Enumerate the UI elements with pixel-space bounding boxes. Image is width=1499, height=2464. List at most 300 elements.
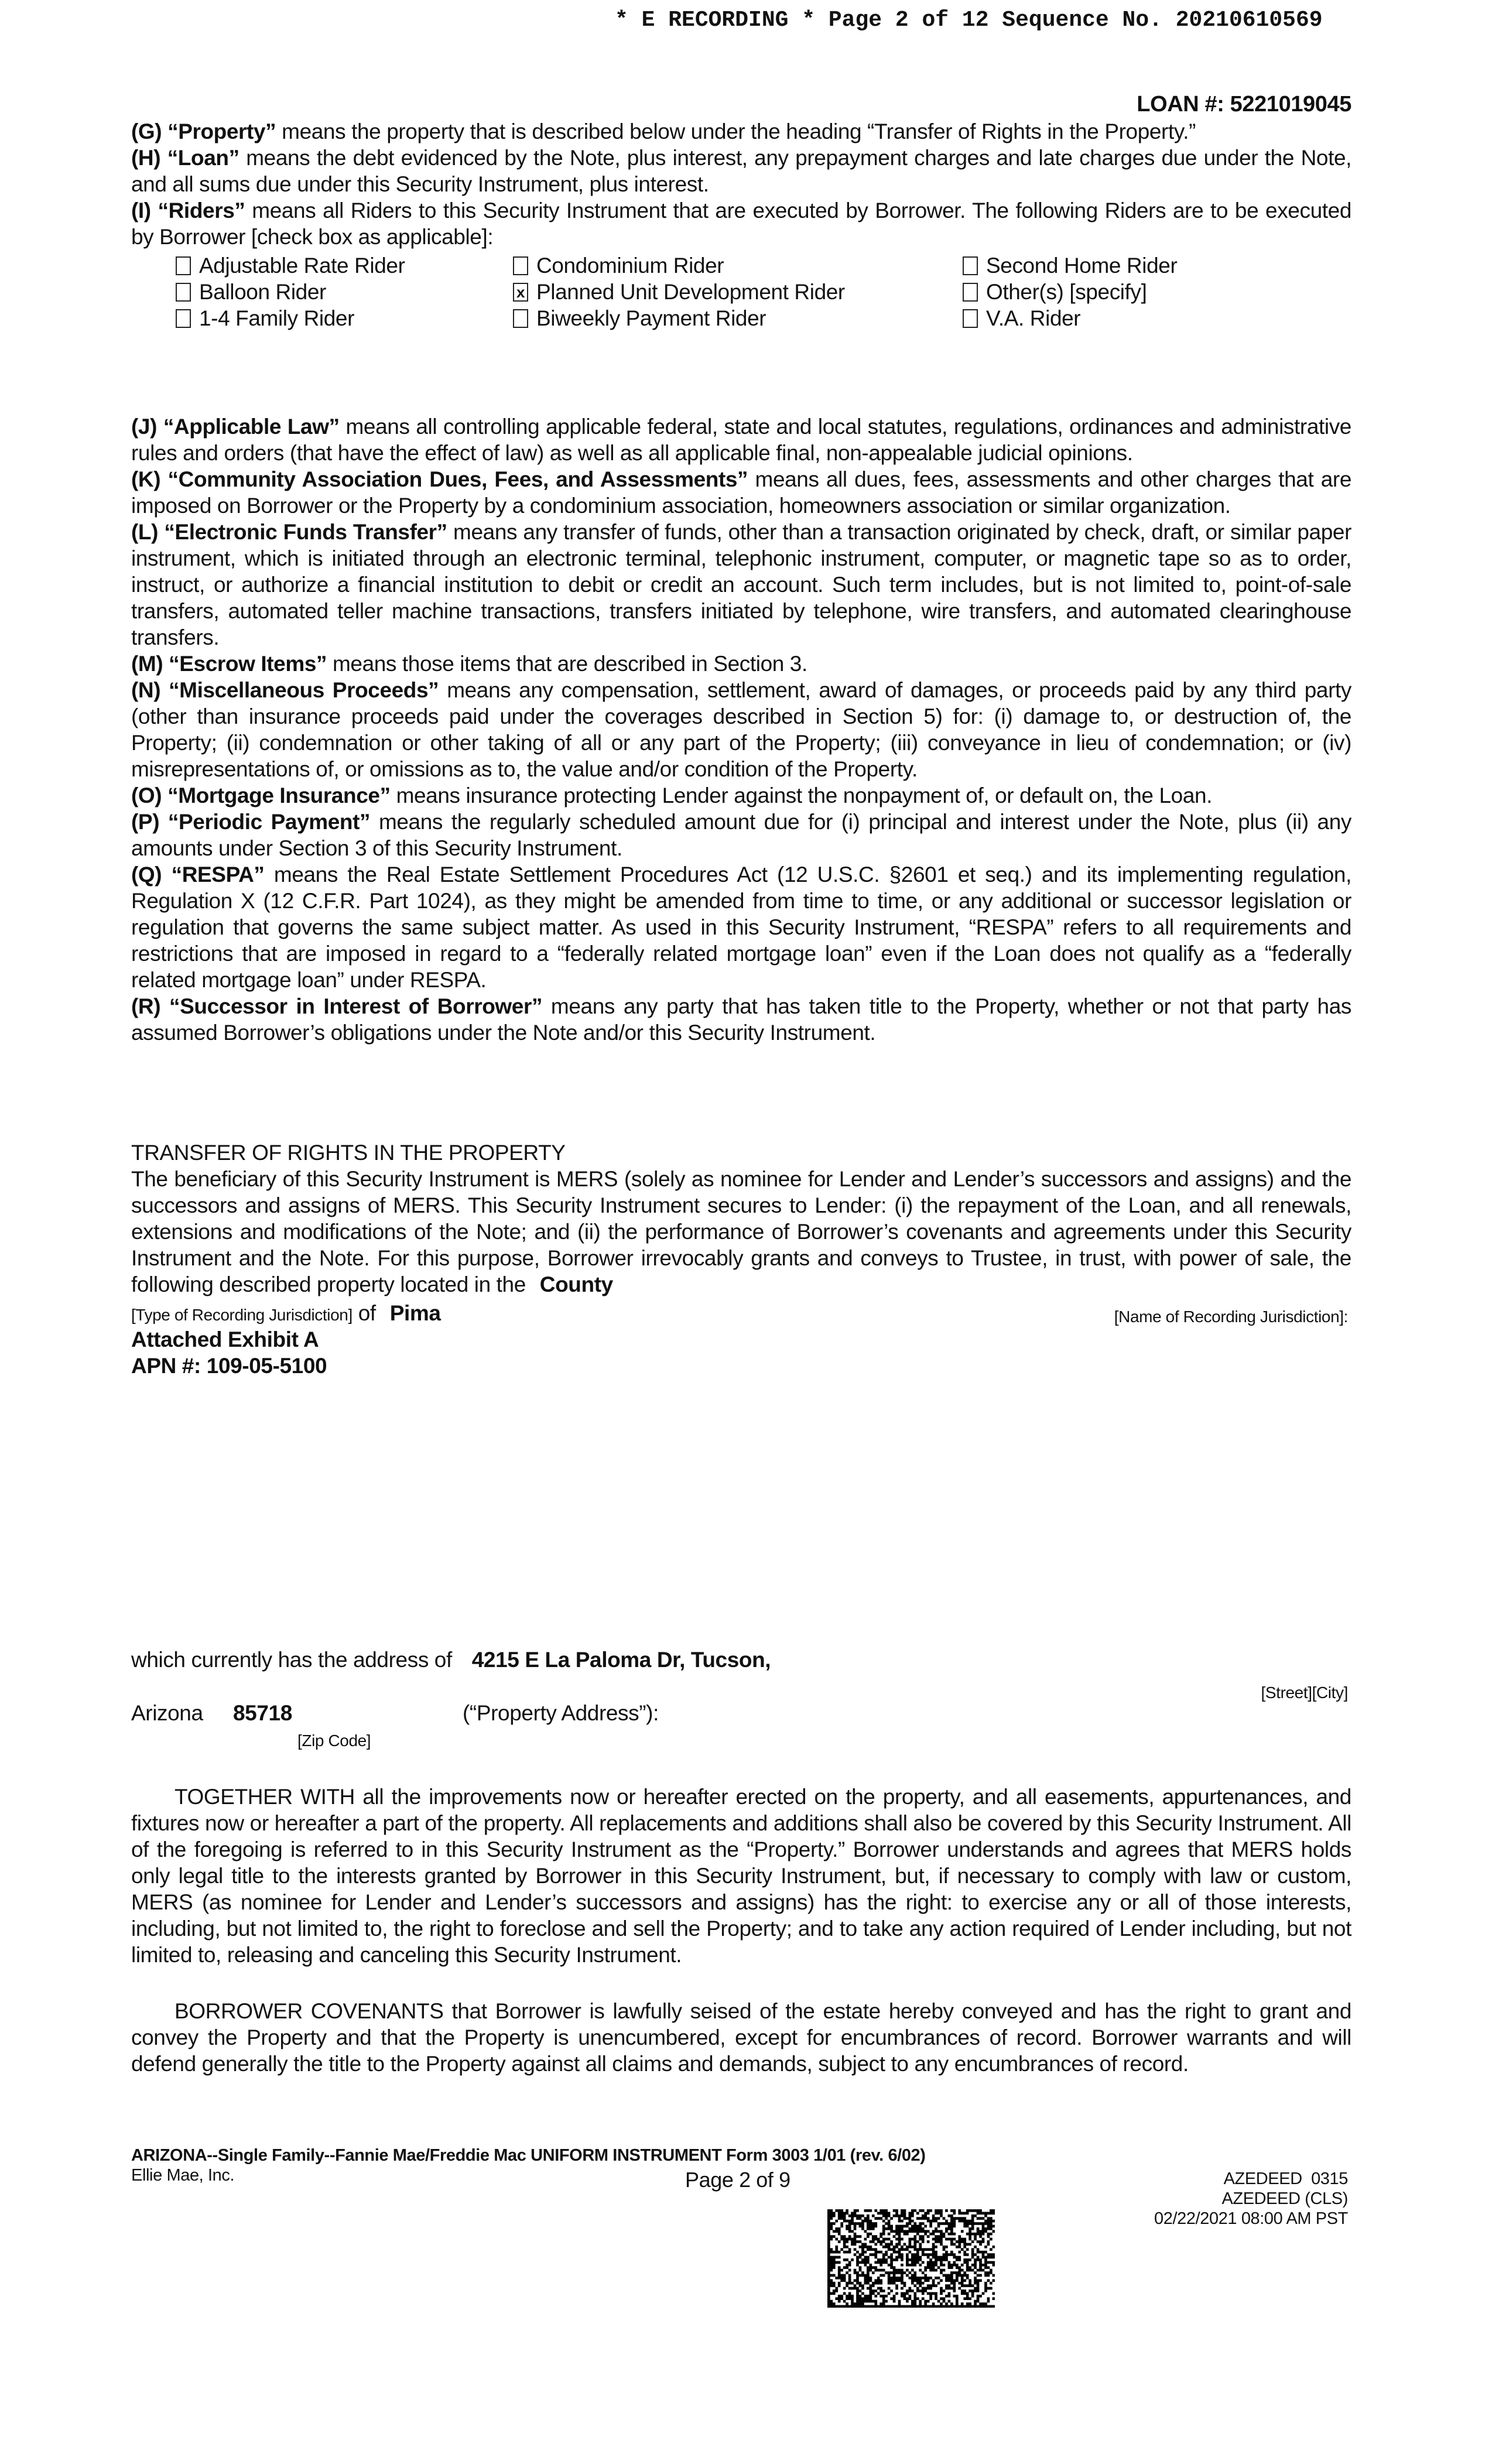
barcode-module — [927, 2220, 930, 2223]
barcode-module — [898, 2248, 901, 2251]
barcode-module — [911, 2290, 914, 2292]
barcode-module — [833, 2290, 836, 2292]
together-paragraph: TOGETHER WITH all the improvements now or hereafter erected on the property, and all easements, appurtenances, and fixtures now or hereafter a part of the property. All replacements and additions shall also be covered by this Security Instrument. All of the foregoing is referred to in this Security Instrument as the “Property.” Borrower understands and agrees that MERS holds only legal title to the interests granted by Borrower in this Security Instrument, but, if necessary to comply with law or custom, MERS (as nominee for Lender and Lender’s successors and assigns) has the right: to exercise any or all of those interests, including, but not limited to, the right to foreclose and sell the Property; and to take any action required of Lender including, but not limited to, releasing and canceling this Security Instrument. — [131, 1785, 1351, 1967]
barcode-module — [993, 2209, 995, 2212]
checkbox[interactable] — [963, 256, 978, 275]
barcode-module — [846, 2246, 848, 2249]
barcode-module — [935, 2277, 937, 2280]
barcode-module — [833, 2212, 836, 2215]
barcode-module — [848, 2297, 851, 2300]
barcode-module — [966, 2261, 969, 2264]
barcode-module — [961, 2238, 964, 2241]
barcode-module — [882, 2302, 885, 2305]
barcode-module — [993, 2274, 995, 2277]
barcode-module — [932, 2248, 935, 2251]
barcode-module — [848, 2295, 851, 2298]
barcode-module — [888, 2222, 891, 2225]
barcode-module — [888, 2292, 891, 2295]
barcode-module — [935, 2235, 937, 2238]
barcode-module — [979, 2295, 982, 2298]
barcode-module — [877, 2277, 880, 2280]
barcode-module — [958, 2266, 961, 2269]
barcode-module — [913, 2295, 916, 2298]
barcode-module — [919, 2290, 922, 2292]
barcode-module — [843, 2235, 846, 2238]
barcode-module — [840, 2217, 843, 2220]
barcode-module — [838, 2271, 841, 2274]
barcode-module — [971, 2248, 974, 2251]
barcode-module — [890, 2282, 893, 2285]
barcode-module — [966, 2253, 969, 2256]
barcode-module — [879, 2212, 882, 2215]
barcode-module — [870, 2269, 872, 2272]
barcode-module — [932, 2279, 935, 2282]
barcode-module — [943, 2222, 946, 2225]
barcode-module — [982, 2264, 985, 2267]
barcode-module — [911, 2279, 914, 2282]
barcode-module — [956, 2295, 959, 2298]
barcode-module — [870, 2305, 872, 2308]
barcode-module — [906, 2233, 909, 2236]
barcode-module — [827, 2277, 830, 2280]
barcode-module — [911, 2264, 914, 2267]
barcode-module — [948, 2261, 951, 2264]
rider-option[interactable] — [513, 252, 724, 279]
barcode-module — [932, 2282, 935, 2285]
barcode-module — [948, 2238, 951, 2241]
barcode-module — [848, 2274, 851, 2277]
barcode-module — [888, 2215, 891, 2217]
barcode-module — [874, 2290, 877, 2292]
rider-option[interactable] — [963, 305, 1080, 331]
barcode-module — [919, 2225, 922, 2228]
barcode-module — [979, 2222, 982, 2225]
definition-text: means insurance protecting Lender against the nonpayment of, or default on, the Loan. — [390, 783, 1213, 807]
barcode-module — [922, 2277, 925, 2280]
barcode-module — [977, 2279, 980, 2282]
barcode-module — [977, 2212, 980, 2215]
barcode-module — [838, 2212, 841, 2215]
barcode-module — [833, 2284, 836, 2287]
barcode-module — [987, 2297, 990, 2300]
barcode-module — [916, 2212, 919, 2215]
barcode-module — [903, 2215, 906, 2217]
barcode-module — [843, 2266, 846, 2269]
barcode-module — [879, 2233, 882, 2236]
barcode-module — [993, 2305, 995, 2308]
barcode-module — [929, 2233, 932, 2236]
covenants-paragraph: BORROWER COVENANTS that Borrower is lawfully seised of the estate hereby conveyed and has the right to grant and convey the Property and that the Property is unencumbered, except for encumbrances of record. Borrower warrants and will defend generally the title to the Property against all claims and demands, subject to any encumbrances of record. — [131, 1999, 1351, 2076]
barcode-module — [843, 2277, 846, 2280]
rider-option[interactable] — [963, 252, 1177, 279]
barcode-module — [909, 2290, 912, 2292]
barcode-module — [979, 2279, 982, 2282]
barcode-module — [879, 2269, 882, 2272]
barcode-module — [911, 2212, 914, 2215]
barcode-module — [864, 2251, 867, 2254]
barcode-module — [961, 2269, 964, 2272]
barcode-module — [943, 2269, 946, 2272]
definition-label: (I) “Riders” — [131, 199, 245, 223]
barcode-module — [984, 2261, 987, 2264]
barcode-module — [943, 2290, 946, 2292]
barcode-module — [919, 2248, 922, 2251]
barcode-module — [924, 2248, 927, 2251]
barcode-module — [924, 2225, 927, 2228]
barcode-module — [993, 2297, 995, 2300]
barcode-module — [950, 2222, 953, 2225]
rider-option[interactable] — [513, 305, 766, 331]
barcode-module — [906, 2253, 909, 2256]
barcode-module — [948, 2277, 951, 2280]
barcode-module — [906, 2300, 909, 2303]
barcode-module — [882, 2290, 885, 2292]
barcode-module — [937, 2222, 940, 2225]
barcode-module — [953, 2212, 956, 2215]
barcode-module — [888, 2243, 891, 2246]
barcode-module — [864, 2261, 867, 2264]
definition — [131, 861, 1351, 993]
barcode-module — [927, 2240, 930, 2243]
barcode-module — [982, 2225, 985, 2228]
barcode-module — [993, 2253, 995, 2256]
barcode-module — [927, 2277, 930, 2280]
barcode-module — [827, 2240, 830, 2243]
definition-label: (N) “Miscellaneous Proceeds” — [131, 678, 439, 702]
barcode-module — [966, 2258, 969, 2261]
barcode-module — [898, 2238, 901, 2241]
definition — [131, 519, 1351, 651]
barcode-module — [984, 2282, 987, 2285]
barcode-module — [877, 2279, 880, 2282]
definition — [131, 809, 1351, 861]
barcode-module — [966, 2305, 969, 2308]
barcode-module — [950, 2209, 953, 2212]
barcode-module — [987, 2240, 990, 2243]
barcode-module — [935, 2305, 937, 2308]
barcode-module — [867, 2227, 870, 2230]
barcode-module — [987, 2217, 990, 2220]
barcode-module — [963, 2246, 966, 2249]
barcode-module — [935, 2261, 937, 2264]
barcode-module — [840, 2215, 843, 2217]
barcode-module — [937, 2217, 940, 2220]
barcode-module — [935, 2217, 937, 2220]
barcode-module — [948, 2227, 951, 2230]
barcode-module — [827, 2287, 830, 2290]
barcode-module — [830, 2251, 833, 2254]
barcode-module — [895, 2284, 898, 2287]
barcode-module — [977, 2295, 980, 2298]
barcode-module — [854, 2269, 857, 2272]
barcode-module — [846, 2212, 848, 2215]
barcode-module — [919, 2302, 922, 2305]
barcode-module — [827, 2227, 830, 2230]
barcode-module — [913, 2230, 916, 2233]
address-line — [131, 1647, 771, 1673]
rider-option[interactable] — [176, 252, 405, 279]
barcode-module — [982, 2256, 985, 2259]
barcode-module — [919, 2256, 922, 2259]
jurisdiction-name: Pima — [389, 1301, 441, 1325]
barcode-module — [974, 2235, 977, 2238]
barcode-module — [856, 2290, 859, 2292]
barcode-module — [851, 2297, 854, 2300]
barcode-module — [851, 2282, 854, 2285]
barcode-module — [882, 2238, 885, 2241]
barcode-module — [984, 2264, 987, 2267]
barcode-module — [977, 2217, 980, 2220]
barcode-module — [984, 2220, 987, 2223]
barcode-module — [966, 2220, 969, 2223]
barcode-module — [872, 2238, 875, 2241]
barcode-module — [859, 2274, 862, 2277]
barcode-module — [948, 2215, 951, 2217]
barcode-module — [890, 2261, 893, 2264]
footer-code2: AZEDEED (CLS) — [1221, 2189, 1348, 2208]
barcode-module — [968, 2238, 971, 2241]
barcode-module — [861, 2297, 864, 2300]
barcode-module — [971, 2251, 974, 2254]
barcode-module — [993, 2230, 995, 2233]
barcode-module — [867, 2225, 870, 2228]
checkbox[interactable] — [963, 283, 978, 302]
barcode-module — [990, 2269, 993, 2272]
barcode-module — [990, 2271, 993, 2274]
checked-checkbox[interactable]: x — [513, 283, 528, 302]
barcode-module — [990, 2222, 993, 2225]
barcode-module — [961, 2302, 964, 2305]
barcode-module — [833, 2264, 836, 2267]
barcode-module — [993, 2261, 995, 2264]
barcode-module — [851, 2215, 854, 2217]
barcode-module — [895, 2305, 898, 2308]
rider-label: Second Home Rider — [986, 254, 1178, 278]
rider-option[interactable] — [963, 279, 1147, 305]
barcode-module — [833, 2258, 836, 2261]
barcode-module — [843, 2287, 846, 2290]
barcode-module — [843, 2300, 846, 2303]
barcode-module — [864, 2230, 867, 2233]
property-address-label: (“Property Address”): — [463, 1701, 659, 1725]
barcode-module — [856, 2295, 859, 2298]
barcode-module — [874, 2238, 877, 2241]
jurisdiction-type: County — [539, 1272, 613, 1296]
barcode-module — [898, 2220, 901, 2223]
barcode-module — [968, 2305, 971, 2308]
barcode-module — [984, 2274, 987, 2277]
barcode-module — [971, 2284, 974, 2287]
barcode-module — [888, 2238, 891, 2241]
barcode-module — [966, 2274, 969, 2277]
barcode-module — [877, 2212, 880, 2215]
barcode-module — [937, 2300, 940, 2303]
barcode-module — [977, 2282, 980, 2285]
barcode-module — [846, 2238, 848, 2241]
barcode-module — [898, 2305, 901, 2308]
type-caption: [Type of Recording Jurisdiction] — [131, 1306, 352, 1324]
barcode-module — [990, 2220, 993, 2223]
barcode-module — [846, 2225, 848, 2228]
barcode-module — [913, 2235, 916, 2238]
barcode-module — [877, 2261, 880, 2264]
barcode-module — [927, 2230, 930, 2233]
barcode-module — [963, 2222, 966, 2225]
barcode-module — [940, 2290, 943, 2292]
barcode-module — [898, 2271, 901, 2274]
barcode-module — [968, 2284, 971, 2287]
barcode-module — [877, 2292, 880, 2295]
barcode-module — [911, 2230, 914, 2233]
barcode-module — [867, 2256, 870, 2259]
barcode-module — [872, 2266, 875, 2269]
barcode-module — [950, 2220, 953, 2223]
barcode-module — [943, 2258, 946, 2261]
barcode-module — [867, 2269, 870, 2272]
barcode-module — [879, 2240, 882, 2243]
barcode-module — [885, 2217, 888, 2220]
barcode-module — [990, 2287, 993, 2290]
barcode-module — [827, 2300, 830, 2303]
rider-option[interactable] — [176, 279, 326, 305]
checkbox[interactable] — [513, 256, 528, 275]
barcode-module — [872, 2222, 875, 2225]
barcode-module — [906, 2222, 909, 2225]
barcode-module — [885, 2251, 888, 2254]
barcode-module — [929, 2264, 932, 2267]
barcode-module — [901, 2215, 903, 2217]
barcode-module — [919, 2258, 922, 2261]
barcode-module — [856, 2302, 859, 2305]
barcode-module — [830, 2284, 833, 2287]
checkbox[interactable] — [963, 309, 978, 328]
barcode-module — [879, 2302, 882, 2305]
barcode-module — [861, 2220, 864, 2223]
checkbox[interactable] — [176, 283, 191, 302]
barcode-module — [958, 2271, 961, 2274]
barcode-module — [859, 2266, 862, 2269]
barcode-module — [911, 2227, 914, 2230]
barcode-module — [927, 2217, 930, 2220]
barcode-module — [827, 2297, 830, 2300]
barcode-module — [861, 2302, 864, 2305]
barcode-module — [966, 2225, 969, 2228]
barcode-module — [835, 2220, 838, 2223]
barcode-module — [961, 2282, 964, 2285]
barcode-module — [856, 2209, 859, 2212]
barcode-module — [879, 2243, 882, 2246]
barcode-module — [890, 2227, 893, 2230]
barcode-module — [990, 2305, 993, 2308]
barcode-module — [961, 2212, 964, 2215]
barcode-module — [879, 2258, 882, 2261]
checkbox[interactable] — [176, 309, 191, 328]
barcode-module — [956, 2256, 959, 2259]
barcode-module — [898, 2233, 901, 2236]
barcode-module — [971, 2295, 974, 2298]
barcode-module — [895, 2243, 898, 2246]
barcode-module — [901, 2277, 903, 2280]
barcode-module — [872, 2305, 875, 2308]
rider-option[interactable] — [513, 279, 845, 305]
barcode-module — [856, 2279, 859, 2282]
barcode-module — [984, 2271, 987, 2274]
barcode-module — [966, 2243, 969, 2246]
street-city: 4215 E La Paloma Dr, Tucson, — [471, 1648, 771, 1672]
barcode-module — [929, 2222, 932, 2225]
barcode-module — [935, 2264, 937, 2267]
barcode-module — [963, 2253, 966, 2256]
barcode-module — [890, 2243, 893, 2246]
barcode-module — [870, 2222, 872, 2225]
barcode-module — [861, 2253, 864, 2256]
checkbox[interactable] — [513, 309, 528, 328]
barcode-module — [906, 2305, 909, 2308]
barcode-module — [945, 2258, 948, 2261]
barcode-module — [906, 2292, 909, 2295]
barcode-module — [885, 2227, 888, 2230]
barcode-module — [977, 2230, 980, 2233]
barcode-module — [830, 2302, 833, 2305]
barcode-module — [838, 2300, 841, 2303]
barcode-module — [982, 2251, 985, 2254]
barcode-module — [937, 2277, 940, 2280]
barcode-module — [990, 2227, 993, 2230]
barcode-module — [840, 2274, 843, 2277]
barcode-module — [848, 2279, 851, 2282]
barcode-module — [945, 2295, 948, 2298]
barcode-module — [859, 2282, 862, 2285]
checkbox[interactable] — [176, 256, 191, 275]
barcode-module — [895, 2269, 898, 2272]
barcode-module — [979, 2269, 982, 2272]
rider-option[interactable] — [176, 305, 354, 331]
barcode-module — [848, 2227, 851, 2230]
barcode-module — [916, 2287, 919, 2290]
barcode-module — [971, 2222, 974, 2225]
barcode-module — [950, 2227, 953, 2230]
barcode-module — [864, 2300, 867, 2303]
barcode-module — [833, 2235, 836, 2238]
barcode-module — [870, 2246, 872, 2249]
barcode-module — [932, 2246, 935, 2249]
barcode-module — [937, 2235, 940, 2238]
barcode-module — [840, 2295, 843, 2298]
barcode-module — [835, 2227, 838, 2230]
barcode-module — [968, 2297, 971, 2300]
barcode-module — [909, 2297, 912, 2300]
barcode-module — [854, 2227, 857, 2230]
barcode-module — [982, 2305, 985, 2308]
barcode-module — [984, 2287, 987, 2290]
barcode-module — [851, 2243, 854, 2246]
barcode-module — [870, 2279, 872, 2282]
barcode-module — [977, 2248, 980, 2251]
barcode-module — [932, 2238, 935, 2241]
barcode-module — [867, 2220, 870, 2223]
barcode-module — [851, 2222, 854, 2225]
barcode-module — [843, 2274, 846, 2277]
barcode-module — [979, 2233, 982, 2236]
barcode-module — [940, 2292, 943, 2295]
barcode-module — [895, 2227, 898, 2230]
barcode-module — [966, 2248, 969, 2251]
barcode-module — [961, 2274, 964, 2277]
barcode-module — [906, 2225, 909, 2228]
barcode-module — [924, 2266, 927, 2269]
barcode-module — [882, 2220, 885, 2223]
barcode-module — [874, 2302, 877, 2305]
